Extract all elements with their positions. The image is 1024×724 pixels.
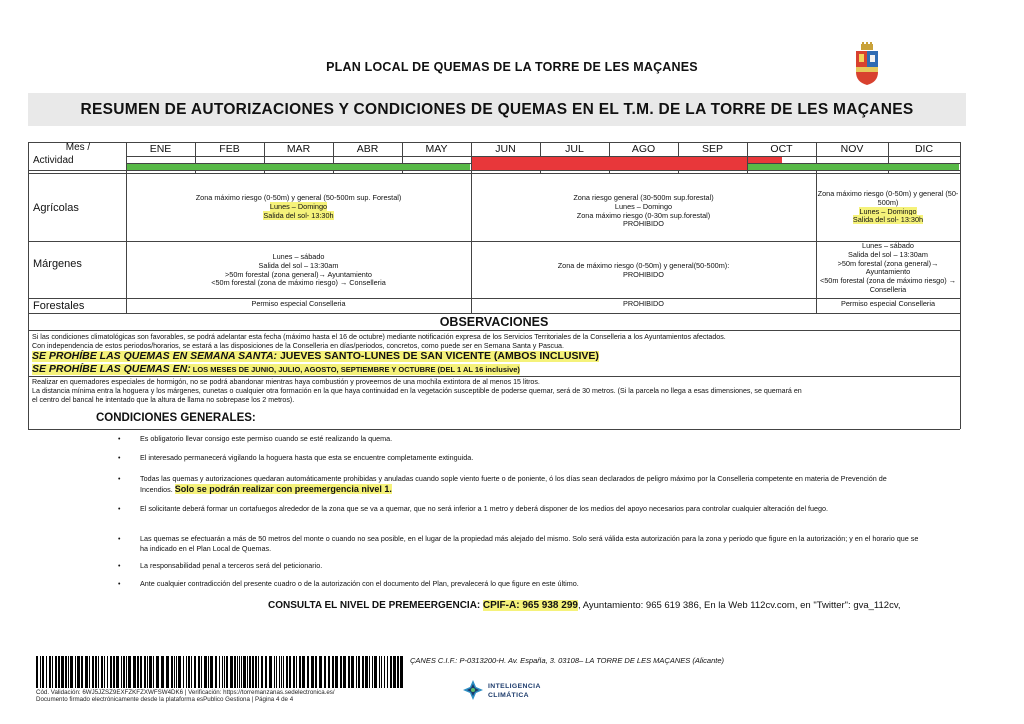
barcode-bar <box>126 656 127 688</box>
barcode-bar <box>247 656 248 688</box>
allowed-period-bar <box>748 164 959 170</box>
barcode-bar <box>255 656 257 688</box>
barcode-bar <box>191 656 192 688</box>
logo-line: INTELIGENCIA <box>488 683 541 690</box>
barcode-bar <box>210 656 213 688</box>
condition-text: Todas las quemas y autorizaciones quedaran automáticamente prohibidas y anuladas cuando sople viento fuerte o de poniente, ó los días sean declarados de peligro máximo por la Conselleria competente en materia de Prevención de Incendios. <box>140 474 887 494</box>
municipal-crest-icon <box>852 42 882 86</box>
cell-text: Zona de máximo riesgo (0-50m) y general(50-500m): <box>557 261 730 270</box>
cell-text: Salida del sol- 13:30h <box>852 215 924 225</box>
barcode-bar <box>372 656 373 688</box>
observation-bold: SE PROHÍBE LAS QUEMAS EN SEMANA SANTA: <box>32 350 278 362</box>
cell-text: <50m forestal (zona de máximo riesgo) → <box>819 276 957 286</box>
barcode-bar <box>237 656 238 688</box>
table-divider <box>28 313 960 314</box>
cell-text: PROHIBIDO <box>623 269 664 279</box>
barcode-bar <box>215 656 217 688</box>
cell-text: PROHIBIDO <box>623 219 664 229</box>
bullet-icon: • <box>118 581 121 588</box>
barcode-bar <box>77 656 80 688</box>
table-divider <box>28 298 960 299</box>
observation-bold: SE PROHÍBE LAS QUEMAS EN: <box>32 363 191 375</box>
barcode-bar <box>269 656 272 688</box>
barcode-bar <box>249 656 251 688</box>
barcode-bar <box>234 656 236 688</box>
barcode-bar <box>243 656 246 688</box>
signature-note: Documento firmado electrónicamente desde la plataforma esPublico Gestiona | Página 4 de 4 <box>36 696 294 703</box>
observation-holy-week <box>32 351 599 362</box>
barcode-bar <box>194 656 196 688</box>
footer-validation <box>36 689 335 703</box>
barcode-bar <box>68 656 69 688</box>
barcode-bar <box>188 656 190 688</box>
barcode-bar <box>183 656 184 688</box>
month-header-ago: AGO <box>631 143 656 155</box>
general-conditions-title: CONDICIONES GENERALES: <box>96 412 256 424</box>
cpif-phone: CPIF-A: 965 938 299 <box>482 600 578 611</box>
barcode-bar <box>110 656 112 688</box>
barcode-bar <box>351 656 354 688</box>
barcode-bar <box>381 656 382 688</box>
observations-divider <box>28 330 960 331</box>
barcode-bar <box>107 656 108 688</box>
forestales-period-2: PROHIBIDO <box>623 299 664 308</box>
barcode-bar <box>89 656 90 688</box>
margenes-period-1 <box>126 253 471 288</box>
prohibited-period-bar <box>748 157 782 163</box>
bullet-icon: • <box>118 455 121 462</box>
observation-summer-months <box>32 364 520 375</box>
cell-text: Ayuntamiento <box>865 267 911 277</box>
cell-text: 500m) <box>877 197 899 207</box>
cell-text: Salida del sol- 13:30h <box>263 210 334 220</box>
barcode-bar <box>101 656 103 688</box>
barcode-bar <box>222 656 223 688</box>
barcode-bar <box>315 656 317 688</box>
observation-bold: JUEVES SANTO-LUNES DE SAN VICENTE (AMBOS INCLUSIVE) <box>277 350 599 362</box>
barcode-bar <box>299 656 301 688</box>
barcode-bar <box>85 656 88 688</box>
barcode-bar <box>201 656 202 688</box>
barcode-bar <box>92 656 94 688</box>
document-title: PLAN LOCAL DE QUEMAS DE LA TORRE DE LES MAÇANES <box>326 60 698 74</box>
cell-text: Salida del sol – 13:30am <box>258 260 339 270</box>
preemergency-highlight: Solo se podrán realizar con preemergencia nivel 1. <box>174 484 392 494</box>
barcode-bar <box>58 656 60 688</box>
barcode-bar <box>81 656 83 688</box>
barcode-bar <box>174 656 175 688</box>
bullet-icon: • <box>118 436 121 443</box>
condition-item: El interesado permanecerá vigilando la hoguera hasta que esta se encuentre completamente extinguida. <box>140 453 474 462</box>
barcode-bar <box>116 656 119 688</box>
barcode-bar <box>307 656 309 688</box>
barcode-bar <box>369 656 370 688</box>
logo-line: CLIMÁTICA <box>488 692 529 699</box>
forestales-period-3: Permiso especial Conselleria <box>840 299 936 308</box>
barcode-bar <box>261 656 263 688</box>
barcode-bar <box>387 656 388 688</box>
barcode-bar <box>252 656 254 688</box>
row-label-margenes: Márgenes <box>33 258 82 270</box>
barcode-bar <box>36 656 38 688</box>
prohibited-period-bar <box>472 157 747 170</box>
condition-item: Las quemas se efectuarán a más de 50 metros del monte o cuando no sea posible, en el lugar de la propiedad más alejado del mismo. Solo será válida esta autorización para la zona y periodo que figure en la autorización; y en el horario que se ha indicado en el Plan Local de Quemas. <box>140 534 919 553</box>
validation-barcode <box>36 656 406 688</box>
observation-line: el centro del bancal he intentado que la altura de llama no sobrepase los 2 metros). <box>32 396 295 404</box>
cell-text: Zona riesgo general (30-500m sup.forestal) <box>573 193 714 202</box>
cell-text: Zona máximo riesgo (0-50m) y general (50-500m sup. Forestal) <box>195 193 402 202</box>
barcode-bar <box>61 656 64 688</box>
cell-text: Zona máximo riesgo (0-30m sup.forestal) <box>576 210 711 220</box>
barcode-bar <box>98 656 99 688</box>
row-label-agricolas: Agrícolas <box>33 202 79 214</box>
cell-text: Lunes – Domingo <box>859 206 917 216</box>
cell-text: Lunes – Domingo <box>269 201 328 211</box>
agricolas-period-3 <box>816 190 960 225</box>
observation-bold: LOS MESES DE JUNIO, JULIO, AGOSTO, SEPTIEMBRE Y OCTUBRE (DEL 1 AL 16 inclusive) <box>190 365 520 374</box>
barcode-bar <box>356 656 357 688</box>
summary-banner-title: RESUMEN DE AUTORIZACIONES Y CONDICIONES DE QUEMAS EN EL T.M. DE LA TORRE DE LES MAÇANES <box>80 101 914 118</box>
contact-details: , Ayuntamiento: 965 619 386, En la Web 112cv.com, en "Twitter": gva_112cv, <box>577 600 901 611</box>
observation-line: Realizar en quemadores especiales de hormigón, no se podrá abandonar mientras haya combustión y proveernos de una mochila extintora de al menos 15 litros. <box>32 378 540 386</box>
barcode-bar <box>379 656 380 688</box>
barcode-bar <box>302 656 305 688</box>
barcode-bar <box>365 656 368 688</box>
barcode-bar <box>384 656 385 688</box>
barcode-bar <box>324 656 326 688</box>
bullet-icon: • <box>118 506 121 513</box>
barcode-bar <box>374 656 377 688</box>
barcode-bar <box>258 656 259 688</box>
observation-line: La distancia mínima entra la hoguera y los márgenes, cunetas o cualquier otra formación en la que haya continuidad en la vegetación susceptible de poderse quemar, será de 30 metros. (Si la parcela no llega a esas dimensiones, se quemará en <box>32 387 802 395</box>
barcode-bar <box>332 656 334 688</box>
barcode-bar <box>265 656 267 688</box>
month-header-jul: JUL <box>565 143 584 155</box>
barcode-bar <box>133 656 136 688</box>
barcode-bar <box>397 656 399 688</box>
barcode-bar <box>161 656 164 688</box>
barcode-bar <box>274 656 275 688</box>
barcode-bar <box>400 656 403 688</box>
month-header-jun: JUN <box>495 143 516 155</box>
barcode-bar <box>343 656 346 688</box>
month-header-dic: DIC <box>914 143 934 155</box>
month-header-nov: NOV <box>840 143 864 155</box>
barcode-bar <box>121 656 122 688</box>
barcode-bar <box>171 656 173 688</box>
cell-text: Lunes – sábado <box>272 252 325 261</box>
condition-item: El solicitante deberá formar un cortafuegos alrededor de la zona que se va a quemar, que no será inferior a 1 metro y deberá disponer de los medios del apoyo necesarios para controlar cualquier alteración del fuego. <box>140 504 829 513</box>
barcode-bar <box>276 656 277 688</box>
preemergency-contact-line <box>268 600 901 611</box>
barcode-bar <box>319 656 322 688</box>
condition-item: Es obligatorio llevar consigo este permiso cuando se esté realizando la quema. <box>140 434 393 443</box>
barcode-bar <box>70 656 73 688</box>
barcode-bar <box>123 656 125 688</box>
barcode-bar <box>128 656 131 688</box>
barcode-bar <box>219 656 220 688</box>
barcode-bar <box>224 656 225 688</box>
inteligencia-climatica-logo-text <box>488 682 541 700</box>
agricolas-period-2 <box>471 194 816 229</box>
barcode-bar <box>241 656 242 688</box>
summary-banner <box>28 93 966 126</box>
observation-line: Si las condiciones climatológicas son favorables, se podrá adelantar esta fecha (máximo hasta el 16 de octubre) mediante notificación expresa de los Servicios Territoriales de la Conselleria a los Ayuntamientos afectados. <box>32 333 726 341</box>
barcode-bar <box>393 656 396 688</box>
barcode-bar <box>166 656 169 688</box>
bullet-icon: • <box>118 536 121 543</box>
barcode-bar <box>149 656 152 688</box>
table-corner-label: Actividad <box>33 155 74 166</box>
barcode-bar <box>208 656 209 688</box>
barcode-bar <box>226 656 228 688</box>
observations-border-bottom <box>28 429 960 430</box>
barcode-bar <box>230 656 233 688</box>
month-header-ene: ENE <box>149 143 172 155</box>
barcode-bar <box>204 656 207 688</box>
table-divider <box>28 173 960 174</box>
barcode-bar <box>311 656 314 688</box>
cell-text: >50m forestal (zona general)→ Ayuntamiento <box>225 269 372 279</box>
barcode-bar <box>49 656 51 688</box>
barcode-bar <box>293 656 295 688</box>
allowed-period-bar <box>127 164 470 170</box>
cell-text: Lunes – Domingo <box>614 201 673 211</box>
cell-text: <50m forestal (zona de máximo riesgo) → Conselleria <box>211 278 386 288</box>
cell-text: Conselleria <box>869 284 907 294</box>
barcode-bar <box>156 656 159 688</box>
barcode-bar <box>137 656 139 688</box>
barcode-bar <box>283 656 284 688</box>
barcode-bar <box>286 656 288 688</box>
barcode-bar <box>358 656 360 688</box>
margenes-period-2 <box>471 262 816 280</box>
barcode-bar <box>46 656 47 688</box>
barcode-bar <box>186 656 187 688</box>
validation-code: Cód. Validación: 6WJ5JZSZ9EXFZKFZXWFSW4DK6 | Verificación: https://torremanzanas.sedelectronica.es/ <box>36 689 335 696</box>
table-corner-label: Mes / <box>65 142 91 153</box>
barcode-bar <box>52 656 53 688</box>
barcode-bar <box>40 656 41 688</box>
table-divider <box>28 170 960 171</box>
barcode-bar <box>340 656 342 688</box>
table-border-right <box>960 142 961 429</box>
barcode-bar <box>55 656 57 688</box>
observations-divider <box>28 376 960 377</box>
barcode-bar <box>153 656 154 688</box>
observations-title: OBSERVACIONES <box>439 315 549 329</box>
barcode-bar <box>198 656 200 688</box>
margenes-period-3 <box>816 242 960 295</box>
barcode-bar <box>42 656 44 688</box>
table-border-left <box>28 142 29 429</box>
bullet-icon: • <box>118 563 121 570</box>
agricolas-period-1 <box>126 194 471 220</box>
month-header-may: MAY <box>425 143 448 155</box>
condition-item: La responsabilidad penal a terceros será del peticionario. <box>140 561 323 570</box>
month-header-feb: FEB <box>219 143 240 155</box>
barcode-bar <box>65 656 67 688</box>
barcode-bar <box>104 656 105 688</box>
contact-label: CONSULTA EL NIVEL DE PREMEERGENCIA: <box>268 600 481 611</box>
cell-text: >50m forestal (zona general)→ <box>837 258 939 268</box>
barcode-bar <box>362 656 364 688</box>
barcode-bar <box>335 656 338 688</box>
month-header-oct: OCT <box>770 143 793 155</box>
barcode-bar <box>281 656 282 688</box>
barcode-bar <box>75 656 76 688</box>
condition-item: Ante cualquier contradicción del presente cuadro o de la autorización con el documento del Plan, prevalecerá lo que figure en este último. <box>140 579 579 588</box>
footer-address: ÇANES C.I.F.: P-0313200-H. Av. España, 3. 03108– LA TORRE DE LES MAÇANES (Alicante) <box>410 656 725 665</box>
barcode-bar <box>328 656 330 688</box>
barcode-bar <box>348 656 350 688</box>
barcode-bar <box>147 656 148 688</box>
barcode-bar <box>140 656 142 688</box>
forestales-period-1: Permiso especial Conselleria <box>251 299 346 308</box>
month-header-abr: ABR <box>356 143 379 155</box>
cell-text: Zona máximo riesgo (0-50m) y general (50- <box>817 189 959 198</box>
barcode-bar <box>239 656 240 688</box>
barcode-bar <box>289 656 291 688</box>
inteligencia-climatica-logo-icon <box>462 679 484 701</box>
barcode-bar <box>390 656 392 688</box>
cell-text: Lunes – sábado <box>862 241 914 250</box>
barcode-bar <box>176 656 177 688</box>
barcode-bar <box>279 656 280 688</box>
cell-text: Salida del sol – 13:30am <box>848 249 928 259</box>
barcode-bar <box>95 656 97 688</box>
month-header-mar: MAR <box>286 143 311 155</box>
row-label-forestales: Forestales <box>33 300 85 312</box>
barcode-bar <box>144 656 146 688</box>
barcode-bar <box>178 656 181 688</box>
condition-item <box>140 474 920 495</box>
barcode-bar <box>296 656 297 688</box>
barcode-bar <box>113 656 115 688</box>
month-header-sep: SEP <box>701 143 723 155</box>
observation-line: Con independencia de estos periodos/horarios, se estará a las disposiciones de la Conselleria en días/periodos, concretos, como puede ser en Semana Santa y Pascua. <box>32 342 564 350</box>
bullet-icon: • <box>118 476 121 483</box>
